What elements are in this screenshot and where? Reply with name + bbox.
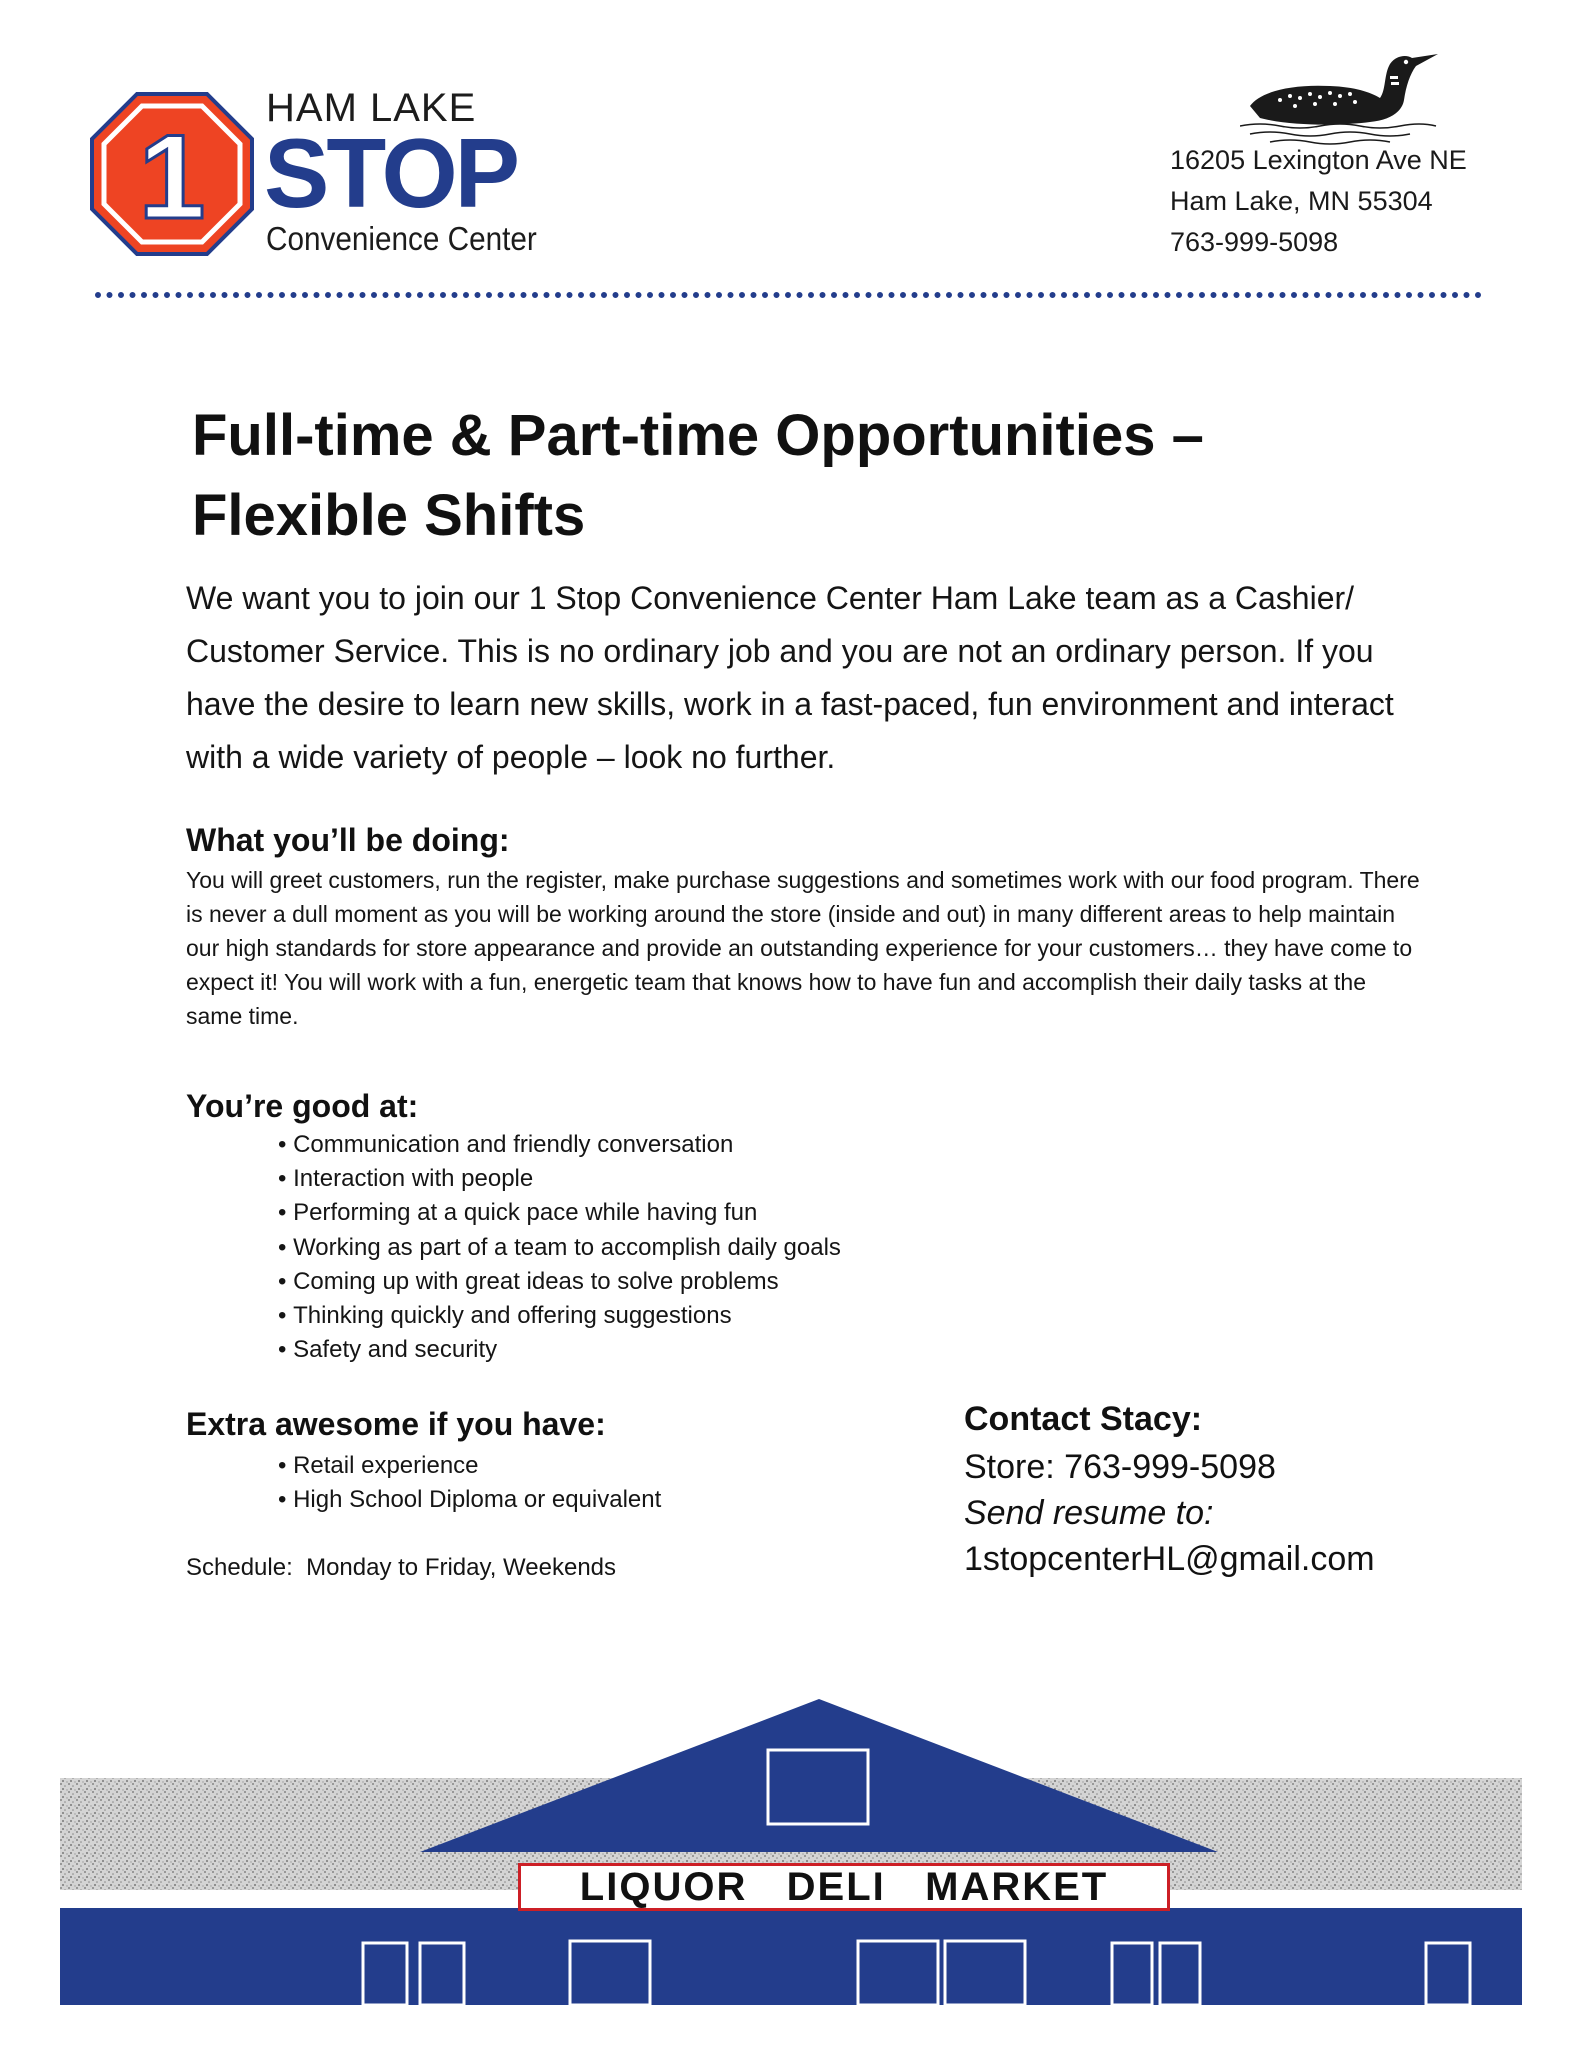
list-item: • Working as part of a team to accomplish daily goals <box>278 1231 841 1265</box>
logo-number: 1 <box>138 110 206 244</box>
doing-paragraph: You will greet customers, run the register, make purchase suggestions and sometimes work with our food program. There is never a dull moment as you will be working around the store (inside and out) in many different areas to help maintain our high standards for store appearance and provide an outstanding experience for your customers… they have come to expect it! You will work with a fun, energetic team that knows how to have fun and accomplish their daily tasks at the same time. <box>186 867 1420 1029</box>
list-item: • High School Diploma or equivalent <box>278 1483 661 1517</box>
contact-send-label: Send resume to: <box>964 1494 1214 1532</box>
schedule-text: Schedule: Monday to Friday, Weekends <box>186 1554 617 1581</box>
title-line-1: Full-time & Part-time Opportunities – <box>192 403 1204 468</box>
stop-sign-octagon-icon <box>88 90 256 258</box>
contact-heading: Contact Stacy: <box>964 1400 1203 1438</box>
dotted-divider <box>94 290 1490 300</box>
title-line-2: Flexible Shifts <box>192 483 586 548</box>
storefront-base <box>60 1908 1522 2005</box>
contact-store-phone: Store: 763-999-5098 <box>964 1448 1276 1486</box>
storefront-illustration <box>60 1695 1522 2005</box>
storefront-roof <box>420 1699 1218 1852</box>
good-at-list <box>278 1128 841 1367</box>
doing-heading: What you’ll be doing: <box>186 822 510 858</box>
list-item: • Thinking quickly and offering suggestions <box>278 1299 841 1333</box>
logo-top-text: HAM LAKE <box>266 86 477 130</box>
logo-main-text: STOP <box>264 118 518 228</box>
contact-email[interactable]: 1stopcenterHL@gmail.com <box>964 1540 1375 1578</box>
store-sign: LIQUOR DELI MARKET <box>518 1863 1170 1911</box>
store-address <box>1170 140 1467 263</box>
list-item: • Retail experience <box>278 1449 661 1483</box>
intro-paragraph: We want you to join our 1 Stop Convenience Center Ham Lake team as a Cashier/ Customer Service. This is no ordinary job and you are not an ordinary person. If you have the desire to learn new skills, work in a fast-paced, fun environment and interact with a wide variety of people – look no further. <box>186 580 1394 775</box>
list-item: • Safety and security <box>278 1333 841 1367</box>
list-item: • Communication and friendly conversation <box>278 1128 841 1162</box>
list-item: • Interaction with people <box>278 1162 841 1196</box>
company-logo <box>88 86 548 266</box>
logo-sub-text: Convenience Center <box>266 220 537 257</box>
list-item: • Performing at a quick pace while having fun <box>278 1196 841 1230</box>
extra-list <box>278 1449 661 1517</box>
good-at-heading: You’re good at: <box>186 1088 419 1124</box>
address-phone: 763-999-5098 <box>1170 227 1339 257</box>
page-title <box>192 396 1452 556</box>
extra-heading: Extra awesome if you have: <box>186 1406 606 1442</box>
address-city: Ham Lake, MN 55304 <box>1170 186 1433 216</box>
address-street: 16205 Lexington Ave NE <box>1170 145 1467 175</box>
list-item: • Coming up with great ideas to solve problems <box>278 1265 841 1299</box>
